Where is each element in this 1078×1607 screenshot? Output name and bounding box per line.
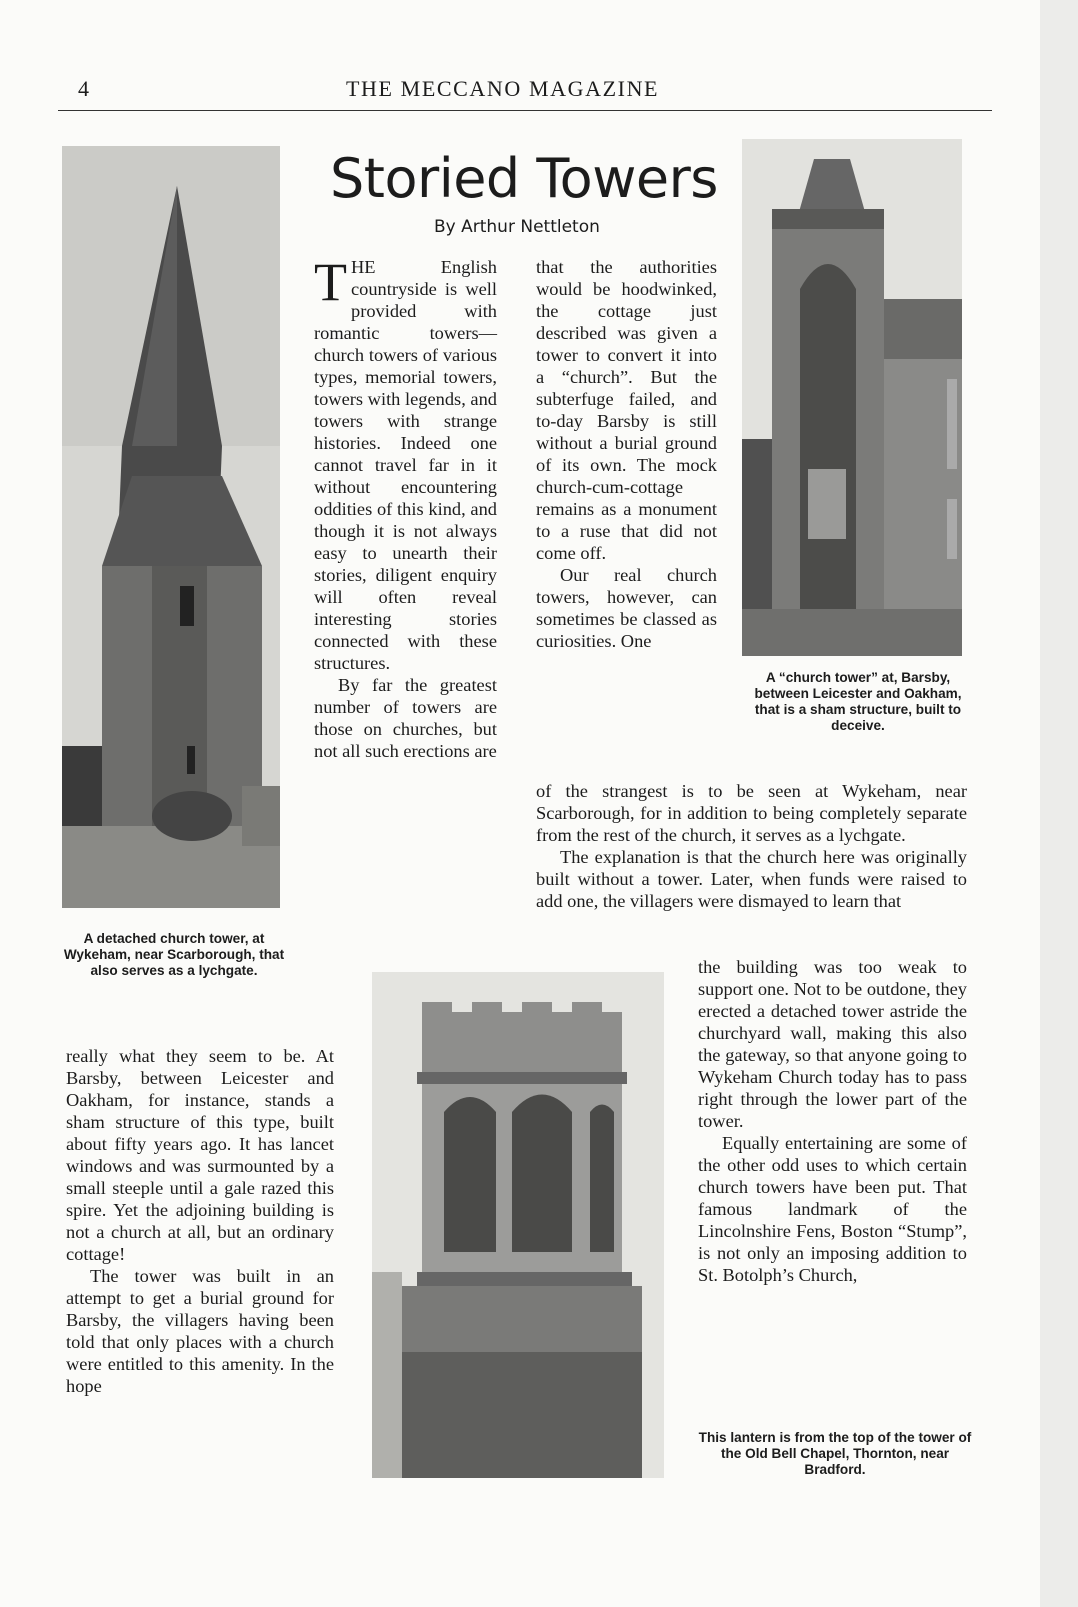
article-column-3 — [698, 956, 967, 1286]
photo-wykeham-tower — [62, 146, 280, 908]
article-column-1 — [314, 252, 497, 762]
caption-lantern: This lantern is from the top of the tower of the Old Bell Chapel, Thornton, near Bradford. — [698, 1430, 972, 1477]
paragraph-wykeham-lychgate: of the strangest is to be seen at Wykeham, near Scarborough, for in addition to being completely separate from the rest of the church, it serves as a lychgate. — [536, 781, 967, 845]
page-number: 4 — [78, 76, 89, 101]
running-head: THE MECCANO MAGAZINE — [346, 76, 660, 101]
caption-wykeham: A detached church tower, at Wykeham, near Scarborough, that also serves as a lychgate. — [63, 931, 285, 978]
paragraph-hoodwinked: that the authorities would be hoodwinked, the cottage just described was given a tower to convert it into a “church”. But the subterfuge failed, and to-day Barsby is still without a burial ground of its own. The mock church-cum-cottage remains as a monument to a ruse that did not come off. — [536, 257, 717, 563]
paragraph-explanation: The explanation is that the church here was originally built without a tower. Later, when funds were raised to add one, the villagers were dismayed to learn that — [536, 847, 967, 911]
drop-cap: T — [314, 252, 347, 312]
article-column-left-lower — [66, 1045, 334, 1397]
paragraph-curiosities: Our real church towers, however, can sometimes be classed as curiosities. One — [536, 565, 717, 651]
photo-barsby-tower — [742, 139, 962, 656]
article-column-2 — [536, 256, 717, 652]
intro-text: HE English countryside is well provided with romantic towers—church towers of various types, memorial towers, towers with legends, and towers with strange histories. Indeed one cannot travel far in it without encountering oddities of this kind, and though it is not always easy to unearth their stories, diligent enquiry will often reveal interesting stories connected with these structures. — [314, 257, 497, 673]
caption-barsby: A “church tower” at, Barsby, between Leicester and Oakham, that is a sham structure, built to deceive. — [754, 670, 962, 733]
paragraph-towers-on-churches: By far the greatest number of towers are those on churches, but not all such erections are — [314, 675, 497, 761]
paragraph-weak-building: the building was too weak to support one. Not to be outdone, they erected a detached tower astride the churchyard wall, making this also the gateway, so that anyone going to Wykeham Church today has to pass right through the lower part of the tower. — [698, 957, 967, 1131]
page-edge — [1040, 0, 1078, 1607]
header-rule — [58, 110, 992, 111]
intro-paragraph — [314, 252, 497, 674]
article-title: Storied Towers — [330, 147, 718, 210]
paragraph-burial-ground: The tower was built in an attempt to get a burial ground for Barsby, the villagers having been told that only places with a church were entitled to this amenity. In the hope — [66, 1266, 334, 1396]
article-wide-block — [536, 780, 967, 912]
article-byline: By Arthur Nettleton — [434, 217, 600, 237]
photo-lantern — [372, 972, 664, 1478]
paragraph-barsby: really what they seem to be. At Barsby, between Leicester and Oakham, for instance, stands a sham structure of this type, built about fifty years ago. It has lancet windows and was surmounted by a small steeple until a gale razed this spire. Yet the adjoining building is not a church at all, but an ordinary cottage! — [66, 1046, 334, 1264]
paragraph-odd-uses: Equally entertaining are some of the other odd uses to which certain church towers have been put. That famous landmark of the Lincolnshire Fens, Boston “Stump”, is not only an imposing addition to St. Botolph’s Church, — [698, 1133, 967, 1285]
